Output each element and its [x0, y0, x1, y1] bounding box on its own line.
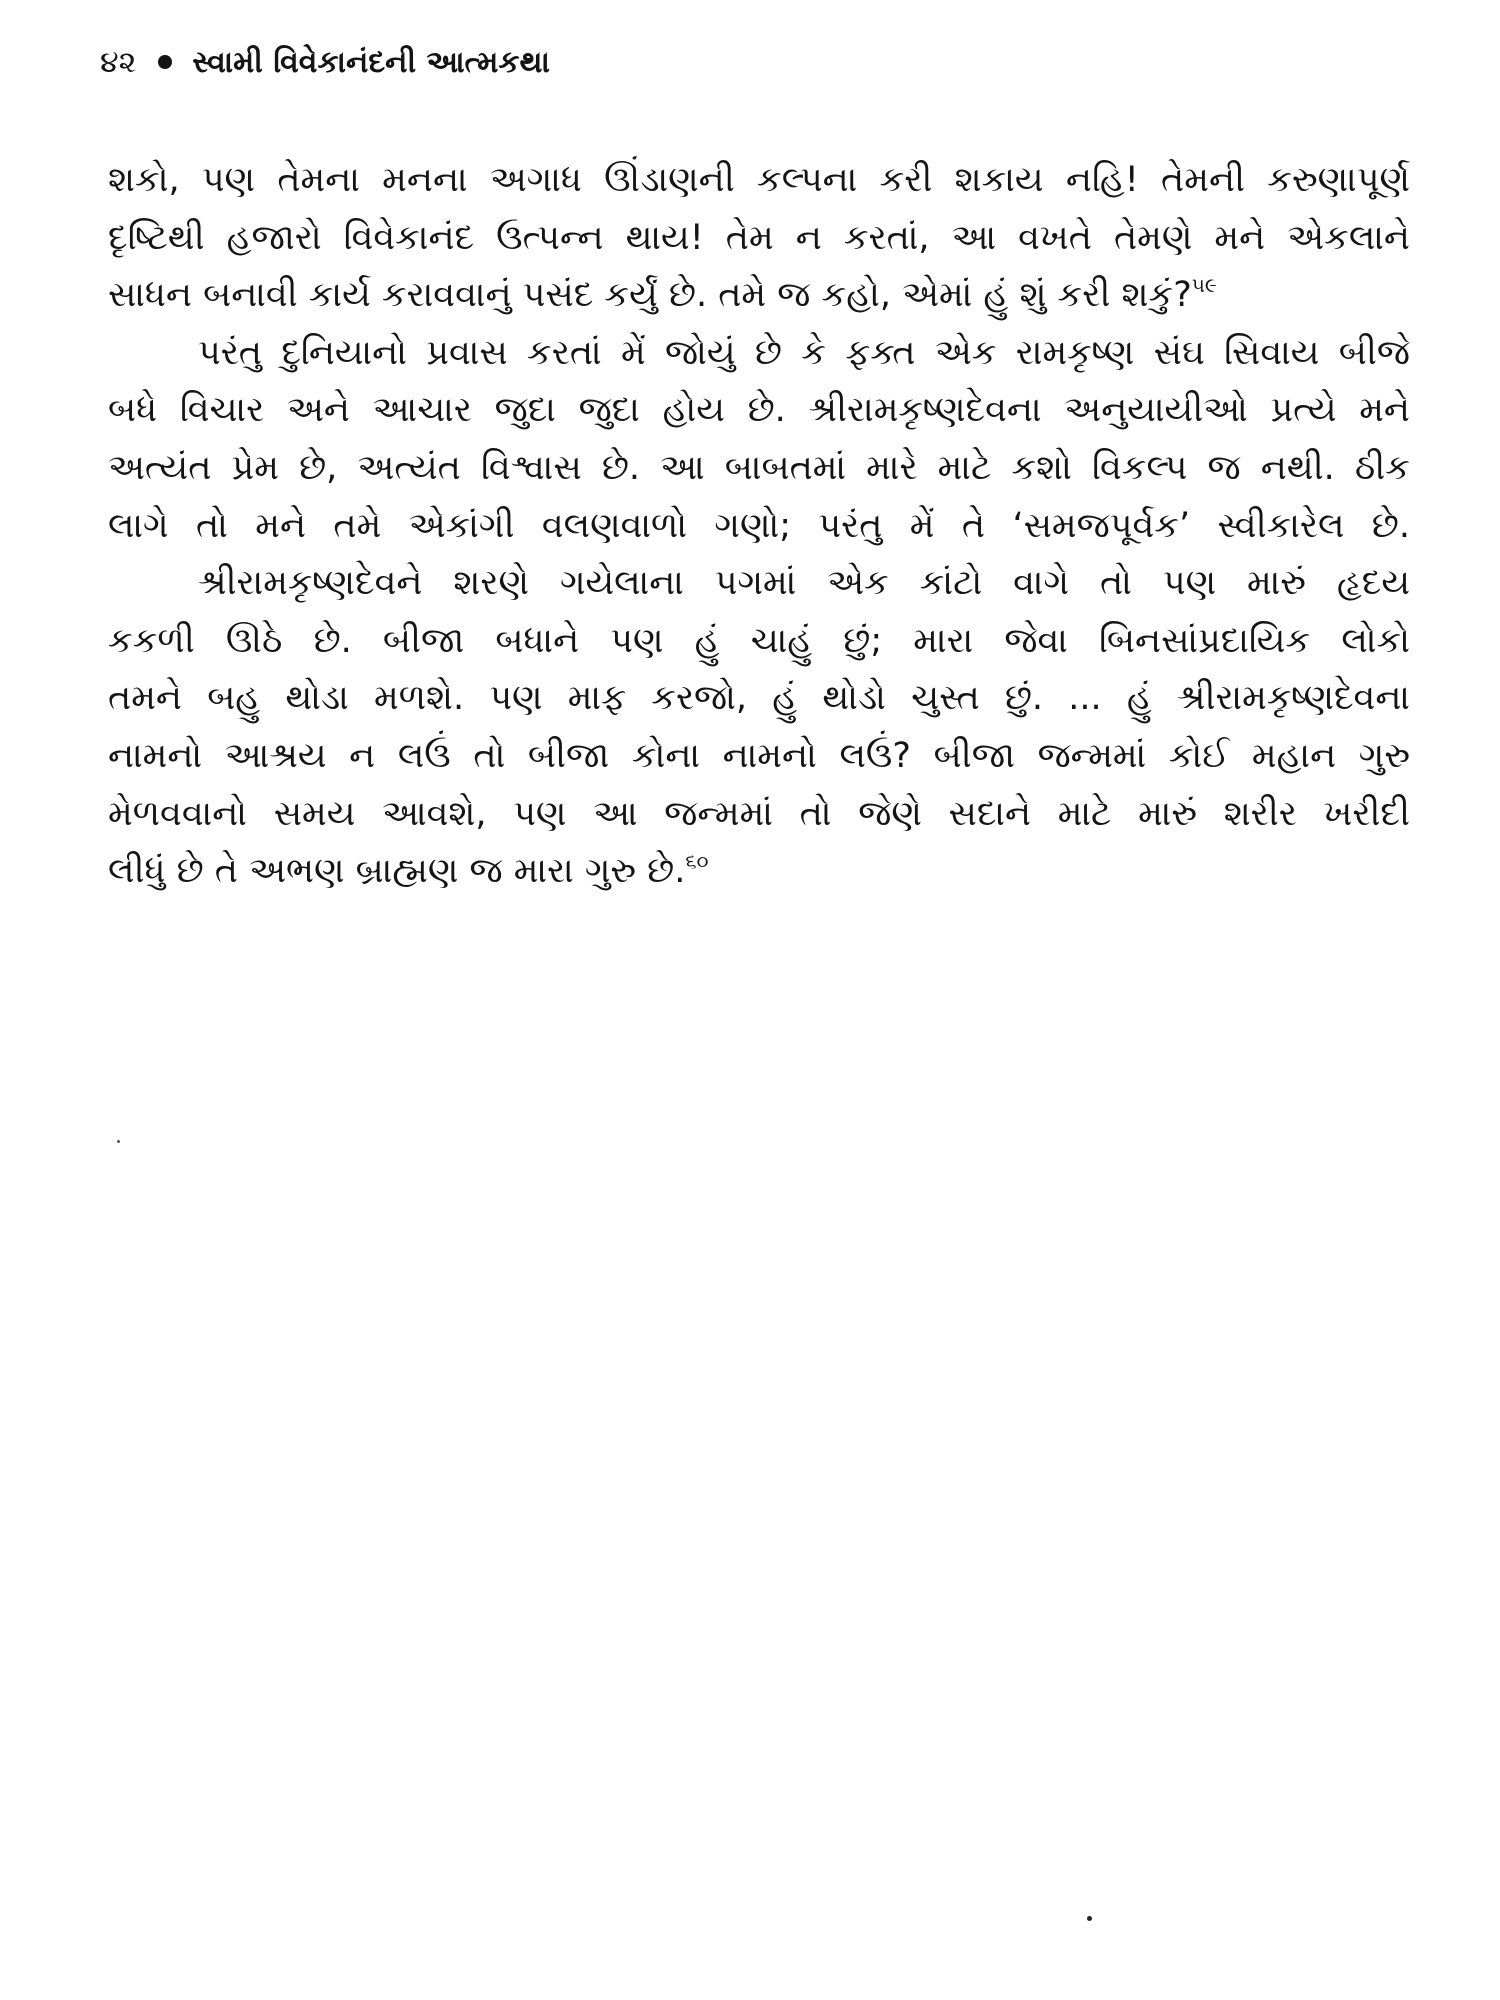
text-line [108, 152, 1410, 210]
line-text: તમને બહુ થોડા મળશે. પણ માફ કરજો, હું થોડો ચુસ્ત છું. ... હું શ્રીરામકૃષ્ણદેવના [108, 678, 1410, 719]
bullet-icon [158, 55, 172, 69]
text-line [108, 786, 1410, 844]
footnote-marker: ૫૯ [1191, 273, 1217, 298]
line-text: કકળી ઊઠે છે. બીજા બધાને પણ હું ચાહું છું; મારા જેવા બિનસાંપ્રદાયિક લોકો [108, 620, 1410, 661]
line-text: શકો, પણ તેમના મનના અગાધ ઊંડાણની કલ્પના કરી શકાય નહિ! તેમની કરુણાપૂર્ણ [108, 160, 1410, 200]
page-number: ૪૨ [100, 45, 137, 80]
line-text: સાધન બનાવી કાર્ય કરાવવાનું પસંદ કર્યું છે. તમે જ કહો, એમાં હું શું કરી શકું? [108, 275, 1192, 316]
line-text: લાગે તો મને તમે એકાંગી વલણવાળો ગણો; પરંતુ મેં તે ‘સમજપૂર્વક’ સ્વીકારેલ છે. [108, 505, 1410, 546]
line-text: બધે વિચાર અને આચાર જુદા જુદા હોય છે. શ્રીરામકૃષ્ણદેવના અનુયાયીઓ પ્રત્યે મને [108, 390, 1410, 431]
line-text: લીધું છે તે અભણ બ્રાહ્મણ જ મારા ગુરુ છે. [108, 851, 686, 892]
line-text: નામનો આશ્રય ન લઉં તો બીજા કોના નામનો લઉં? બીજા જન્મમાં કોઈ મહાન ગુરુ [108, 735, 1410, 776]
text-line [108, 670, 1410, 728]
text-line [108, 210, 1410, 268]
text-line [108, 613, 1410, 671]
body-text [108, 152, 1410, 901]
book-title: સ્વામી વિવેકાનંદની આત્મકથા [192, 45, 550, 80]
paper-speck [1087, 1916, 1092, 1921]
line-text: મેળવવાનો સમય આવશે, પણ આ જન્મમાં તો જેણે સદાને માટે મારું શરીર ખરીદી [108, 793, 1410, 834]
text-line [108, 267, 1410, 325]
text-line [108, 843, 1410, 901]
line-text: શ્રીરામકૃષ્ણદેવને શરણે ગયેલાના પગમાં એક કાંટો વાગે તો પણ મારું હૃદય [198, 563, 1410, 604]
footnote-marker: ૬૦ [685, 849, 709, 874]
text-line [108, 325, 1410, 383]
text-line [108, 555, 1410, 613]
line-text: દૃષ્ટિથી હજારો વિવેકાનંદ ઉત્પન્ન થાય! તેમ ન કરતાં, આ વખતે તેમણે મને એકલાને [108, 217, 1410, 258]
text-line [108, 382, 1410, 440]
running-head [100, 38, 550, 88]
text-line [108, 728, 1410, 786]
text-line [108, 440, 1410, 498]
text-line [108, 498, 1410, 556]
line-text: પરંતુ દુનિયાનો પ્રવાસ કરતાં મેં જોયું છે કે ફક્ત એક રામકૃષ્ણ સંઘ સિવાય બીજે [198, 332, 1410, 373]
line-text: અત્યંત પ્રેમ છે, અત્યંત વિશ્વાસ છે. આ બાબતમાં મારે માટે કશો વિકલ્પ જ નથી. ઠીક [108, 447, 1410, 488]
paper-speck [117, 1140, 120, 1143]
